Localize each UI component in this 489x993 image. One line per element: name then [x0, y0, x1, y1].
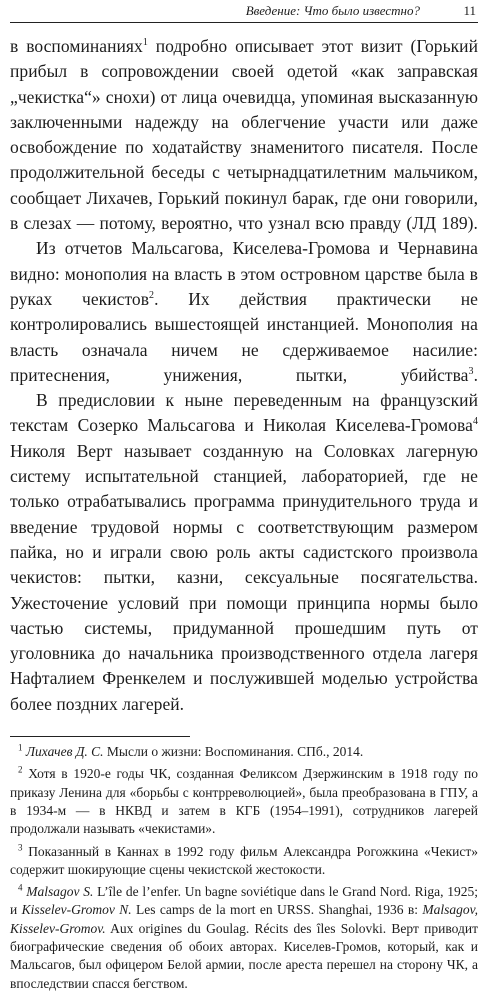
footnote-divider: [10, 736, 190, 737]
running-title: Введение: Что было известно?: [245, 3, 420, 18]
footnote-2: $^2$ Хотя в 1920-е годы ЧК, созданная Феликсом Дзержинским в 1918 году по приказу Ленина для «борьбы с контрреволюцией», была преобразована в ГПУ, а в 1934-м — в НКВД и затем в КГБ (1954–1991), сотрудников лагерей продолжали называть «чекистами».: [10, 764, 479, 837]
footnote-3: $^3$ Показанный в Каннах в 1992 году фильм Александра Рогожкина «Чекист» содержит шокирующие сцены чекистской жестокости.: [10, 842, 478, 877]
footnotes: [10, 743, 478, 993]
footnote-ref-2[interactable]: 2: [149, 290, 155, 302]
paragraph-1: в воспоминаниях$^1$ подробно описывает этот визит (Горький прибыл в сопровождении своей одетой «как заправская „чекистка“» снохи) от лица очевидца, упоминая высказанную заключенными надежду на облегчение участи или даже освобождение по ходатайству знаменитого писателя. После продолжительной беседы с четырнадцатилетним мальчиком, сообщает Лихачев, Горький покинул барак, где они говорили, в слезах — потому, вероятно, что узнал всю правду (ЛД 189).: [10, 36, 478, 234]
footnote-1: $^1$ Лихачев Д. С. Мысли о жизни: Воспоминания. СПб., 2014.: [18, 742, 364, 760]
paragraph-2: Из отчетов Мальсагова, Киселева-Громова и Чернавина видно: монополия на власть в этом островном царстве была в руках чекистов$^2$. Их действия практически не контролировались вышестоящей инстанцией. Монополия на власть означала ничем не сдерживаемое насилие: притеснения, унижения, пытки, убийства$^3$.: [10, 238, 478, 385]
main-text: [10, 34, 478, 717]
footnote-4: $^4$ Malsagov S. L’île de l’enfer. Un bagne soviétique dans le Grand Nord. Riga, 1925; и Kisselev-Gromov N. Les camps de la mort en URSS. Shanghai, 1936 в: Malsagov, Kisselev-Gromov. Aux origines du Goulag. Récits des îles Solovki. Верт приводит биографические сведения об обоих авторах. Киселев-Громов, который, как и Мальсагов, был офицером Белой армии, после ареста перешел на сторону ЧК, а впоследствии спасся бегством.: [10, 882, 479, 991]
footnote-ref-1[interactable]: 1: [142, 37, 148, 49]
paragraph-3: В предисловии к ныне переведенным на французский текстам Созерко Мальсагова и Николая Киселева-Громова$^4$ Николя Верт называет созданную на Соловках лагерную систему испытательной станцией, лабораторией, где не только отрабатывались программа принудительного труда и введение трудовой нормы с соответствующим размером пайка, но и играли свою роль акты садистского произвола чекистов: пытки, казни, сексуальные посягательства. Ужесточение условий при помощи принципа нормы было частью системы, придуманной прошедшим путь от уголовника до начальника производственного отдела лагеря Нафталием Френкелем и послужившей моделью устройства более поздних лагерей.: [10, 390, 478, 714]
running-header: [10, 0, 478, 23]
page-number: 11: [463, 3, 476, 18]
footnote-ref-4[interactable]: 4: [472, 416, 478, 428]
footnote-ref-3[interactable]: 3: [468, 366, 474, 378]
